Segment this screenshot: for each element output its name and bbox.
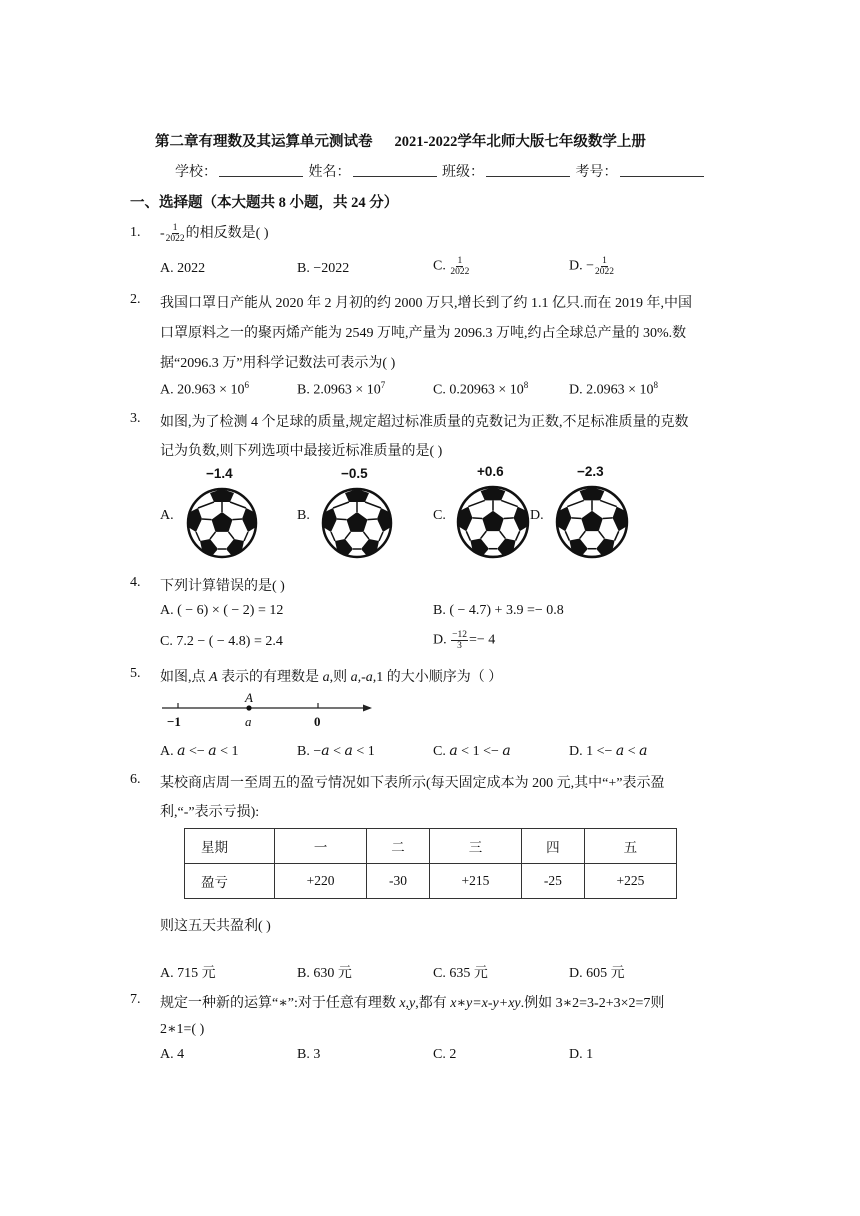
point-a-dot [246,705,251,710]
q3-ball-c-value: +0.6 [477,464,504,479]
q1-stem [160,222,269,244]
frac-numerator: 1 [457,256,463,266]
q5-stem-part: ,则 [329,670,351,685]
frac-denominator: 2022 [595,267,615,277]
q1-option-d-label: D. − [569,258,595,274]
school-label: 学校： [175,165,217,180]
q6-option-d[interactable]: D. 605 元 [569,966,625,981]
q2-line-3: 据“2096.3 万”用科学记数法可表示为( ) [160,356,396,371]
q5-number: 5. [130,666,141,681]
q2-line-1: 我国口罩日产能从 2020 年 2 月初的约 2000 万只,增长到了约 1.1 亿只.而在 2019 年,中国 [160,296,692,311]
table-cell: -30 [367,864,430,899]
frac-denominator: 2022 [450,267,470,277]
q4-stem: 下列计算错误的是( ) [160,579,285,594]
soccer-ball-icon[interactable] [186,487,258,559]
q5-option-b[interactable]: B. −𝑎 < 𝑎 < 1 [297,744,375,759]
q1-option-b[interactable]: B. −2022 [297,261,350,276]
q3-ball-d-value: −2.3 [577,464,604,479]
q6-line-1: 某校商店周一至周五的盈亏情况如下表所示(每天固定成本为 200 元,其中“+”表示盈 [160,776,665,791]
q4-option-d-fraction [451,630,468,651]
q1-option-c-label: C. [433,258,450,274]
q7-option-d[interactable]: D. 1 [569,1047,594,1062]
q5-stem-part: 如图,点 [160,670,209,685]
exam-number-blank[interactable] [620,164,704,177]
q6-option-c[interactable]: C. 635 元 [433,966,488,981]
q2-option-c-exp: 8 [523,380,529,390]
q7-option-c[interactable]: C. 2 [433,1047,457,1062]
axis-point-var: a [245,714,252,729]
frac-numerator: −12 [452,630,467,640]
q5-option-c[interactable]: C. 𝑎 < 1 <− 𝑎 [433,744,511,759]
table-cell: -25 [522,864,585,899]
q1-fraction [166,223,185,244]
q4-option-c[interactable]: C. 7.2 − ( − 4.8) = 2.4 [160,634,283,649]
title-main: 第二章有理数及其运算单元测试卷 [155,134,373,150]
q2-option-a-base: A. 20.963 × 10 [160,382,245,398]
q7-text: 规定一种新的运算“∗”:对于任意有理数 [160,996,400,1011]
q7-vars: x,y [399,996,416,1011]
q4-option-b[interactable]: B. ( − 4.7) + 3.9 =− 0.8 [433,603,564,618]
q3-ball-a-value: −1.4 [206,466,233,481]
q7-formula: x∗y=x-y+xy [450,996,521,1011]
name-label: 姓名： [308,165,351,180]
q4-option-d[interactable] [433,630,495,651]
q2-option-b-exp: 7 [380,380,386,390]
axis-label-zero: 0 [314,714,321,729]
q3-option-b-label[interactable]: B. [297,508,310,523]
q2-option-b-base: B. 2.0963 × 10 [297,382,381,398]
q4-option-d-tail: =− 4 [468,632,496,648]
q4-option-d-label: D. [433,632,451,648]
q1-frac-denominator: 2022 [165,234,185,245]
q7-option-a[interactable]: A. 4 [160,1047,185,1062]
q3-option-c-label[interactable]: C. [433,508,446,523]
q3-line-1: 如图,为了检测 4 个足球的质量,规定超过标准质量的克数记为正数,不足标准质量的克数 [160,415,689,430]
q3-line-2: 记为负数,则下列选项中最接近标准质量的是( ) [160,444,443,459]
q2-option-d-base: D. 2.0963 × 10 [569,382,654,398]
q5-stem-part: 1 的大小顺序为（ ） [376,670,503,685]
q5-option-d[interactable]: D. 1 <− 𝑎 < 𝑎 [569,744,648,759]
axis-label-neg1: −1 [167,714,181,729]
page-title [155,130,646,151]
class-blank[interactable] [486,164,570,177]
table-cell: +215 [429,864,521,899]
q7-number: 7. [130,992,141,1007]
q1-suffix: 的相反数是( ) [185,226,269,241]
q1-option-d-fraction [595,256,614,277]
q1-option-d[interactable] [569,256,615,277]
table-cell: +225 [584,864,676,899]
q2-option-d[interactable] [569,380,658,399]
q5-option-a[interactable]: A. 𝑎 <− 𝑎 < 1 [160,744,239,759]
q2-option-c-base: C. 0.20963 × 10 [433,382,524,398]
q2-option-a-exp: 6 [244,380,250,390]
table-header-cell: 五 [584,829,676,864]
q7-line-2: 2∗1=( ) [160,1022,205,1037]
number-line-figure [160,690,380,732]
q5-point-name: A [209,670,218,685]
q6-number: 6. [130,772,141,787]
section-heading: 一、选择题（本大题共 8 小题，共 24 分） [130,195,399,211]
q3-number: 3. [130,411,141,426]
q3-ball-b-value: −0.5 [341,466,368,481]
q1-sign: - [160,226,165,241]
soccer-ball-icon[interactable] [555,485,629,559]
q5-stem [160,666,502,686]
q2-number: 2. [130,292,141,307]
q7-line-1 [160,992,664,1012]
table-header-cell: 三 [429,829,521,864]
exam-number-label: 考号： [575,165,618,180]
q2-option-a[interactable] [160,380,249,399]
table-row [185,864,677,899]
q1-number: 1. [130,225,141,240]
q6-line-2: 利,“-”表示亏损): [160,805,260,820]
school-blank[interactable] [219,164,303,177]
table-cell: +220 [275,864,367,899]
q1-frac-numerator: 1 [172,223,178,234]
q2-line-2: 口罩原料之一的聚丙烯产能为 2549 万吨,产量为 2096.3 万吨,约占全球总产量的 30%.数 [160,326,687,341]
arrow-right-icon [363,705,372,712]
q6-option-a[interactable]: A. 715 元 [160,966,216,981]
q4-number: 4. [130,575,141,590]
table-header-cell: 二 [367,829,430,864]
q2-option-b[interactable] [297,380,385,399]
table-header-cell: 星期 [185,829,275,864]
class-label: 班级： [442,165,484,180]
q2-option-d-exp: 8 [653,380,659,390]
title-sub: 2021-2022学年北师大版七年级数学上册 [394,134,646,150]
q6-after-table: 则这五天共盈利( ) [160,919,271,934]
q1-option-a[interactable]: A. 2022 [160,261,206,276]
q2-option-c[interactable] [433,380,528,399]
q5-stem-part: 表示的有理数是 [217,670,323,685]
soccer-ball-icon[interactable] [456,485,530,559]
q3-option-a-label[interactable]: A. [160,508,174,523]
table-row [185,829,677,864]
table-header-cell: 一 [275,829,367,864]
q4-option-a[interactable]: A. ( − 6) × ( − 2) = 12 [160,603,284,618]
frac-denominator: 3 [457,641,462,651]
axis-point-label: A [245,690,253,705]
table-cell: 盈亏 [185,864,275,899]
soccer-ball-icon[interactable] [321,487,393,559]
profit-loss-table [184,828,677,899]
q5-vars: a,-a, [350,670,377,685]
q1-option-c-fraction [450,256,469,277]
q7-option-b[interactable]: B. 3 [297,1047,321,1062]
student-info-row [175,161,706,181]
q7-text: ,都有 [415,996,451,1011]
q5-var: a [322,670,330,685]
table-header-cell: 四 [522,829,585,864]
q3-option-d-label[interactable]: D. [530,508,544,523]
q1-option-c[interactable] [433,256,470,277]
frac-numerator: 1 [602,256,607,266]
name-blank[interactable] [353,164,437,177]
q6-option-b[interactable]: B. 630 元 [297,966,352,981]
q7-text: .例如 3∗2=3-2+3×2=7则 [520,996,665,1011]
